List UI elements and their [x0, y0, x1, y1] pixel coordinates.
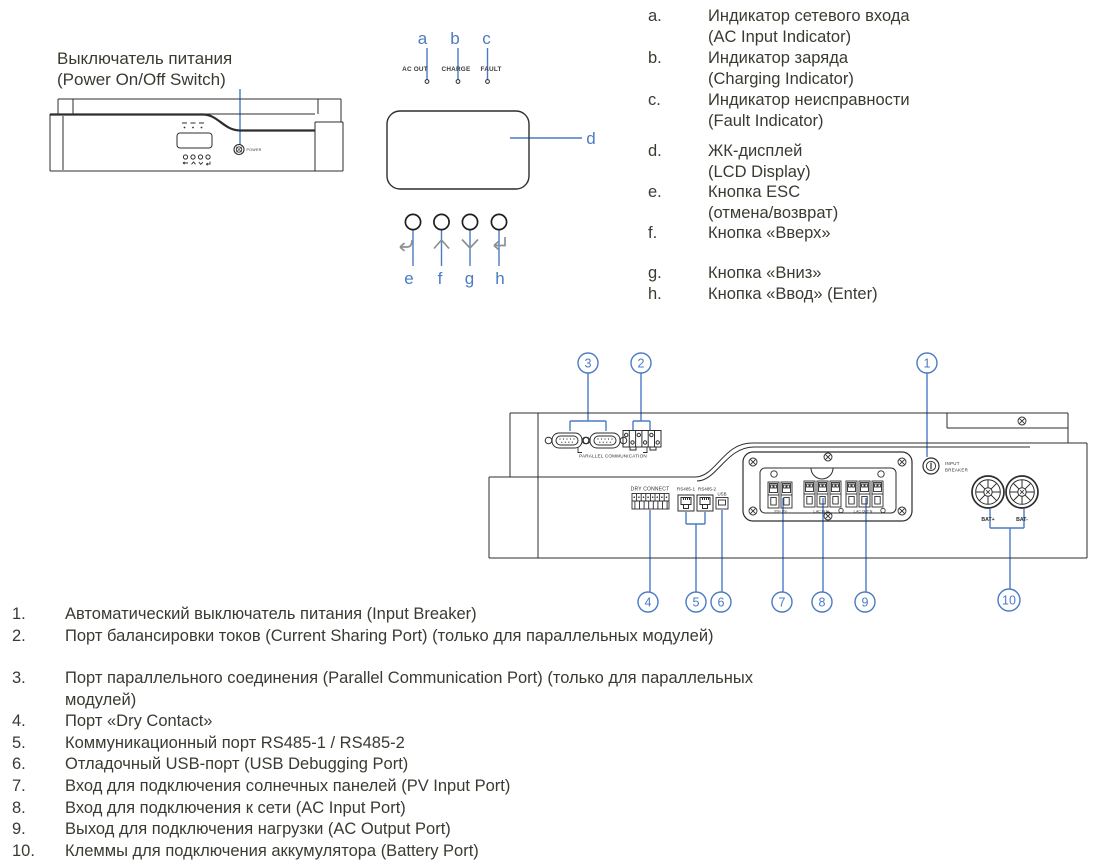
- down-button: [462, 214, 477, 229]
- ac-out-l-terminal: [846, 481, 857, 507]
- mini-button-2: [191, 155, 195, 159]
- ac-out-n-terminal: [859, 481, 870, 507]
- legend-text-b: [708, 48, 1098, 90]
- input-breaker-label-line1: INPUT: [945, 461, 960, 466]
- callout-num-3: 3: [584, 356, 592, 371]
- ac-out-g-terminal: [872, 481, 883, 507]
- callout-num-4: 4: [644, 595, 652, 610]
- lcd-display: [387, 111, 529, 189]
- ac-in-l-terminal: [804, 481, 815, 507]
- ac-in-terminal-labels: L AC IN N: [813, 509, 829, 514]
- dry-connect-label: DRY CONNECT: [630, 486, 670, 493]
- callout-letter-d: d: [586, 129, 596, 148]
- enter-button: [491, 214, 506, 229]
- callout-letter-h: h: [495, 269, 505, 288]
- legend-d-line1: ЖК-дисплей: [708, 142, 803, 160]
- front-panel-leds: [402, 66, 501, 83]
- legend-c-line2: (Fault Indicator): [708, 112, 824, 130]
- legend-num-2: 2.: [12, 627, 26, 645]
- callout-num-10: 10: [1002, 593, 1016, 608]
- callout-line-5: [686, 512, 705, 592]
- front-view-diagram: [30, 20, 640, 300]
- esc-button: [405, 214, 420, 229]
- parallel-communication-section: [545, 431, 661, 459]
- ac-in-g-terminal: [830, 481, 841, 507]
- pv-terminal-labels: PV+ PV-: [774, 509, 788, 514]
- legend-num-4: 4.: [12, 712, 26, 730]
- legend-d-line2: (LCD Display): [708, 163, 811, 181]
- legend-num-6: 6.: [12, 755, 26, 773]
- rs485-1-port: [678, 495, 694, 511]
- callout-letter-a: a: [417, 29, 428, 48]
- current-sharing-terminal-block: [623, 431, 661, 451]
- body-top-curve: [50, 115, 316, 131]
- battery-negative-terminal: [1006, 476, 1038, 508]
- led-charge-label: CHARGE: [441, 66, 471, 73]
- callout-letter-e: e: [404, 269, 414, 288]
- db9-connector-2: [583, 433, 627, 448]
- rs485-2-port: [697, 495, 713, 511]
- ac-out-terminal-labels: L AC OUT N: [853, 509, 873, 514]
- callout-num-7: 7: [778, 595, 786, 610]
- legend-key-a: a.: [648, 7, 662, 25]
- mini-lcd: [177, 133, 212, 148]
- power-button-label: POWER: [246, 148, 262, 153]
- legend-num-8: 8.: [12, 799, 26, 817]
- legend-g-line1: Кнопка «Вниз»: [708, 264, 822, 282]
- callout-num-8: 8: [818, 595, 826, 610]
- callout-num-5: 5: [692, 595, 700, 610]
- legend-key-d: d.: [648, 142, 662, 160]
- legend-e-line2: (отмена/возврат): [708, 204, 839, 222]
- callout-num-1: 1: [923, 356, 931, 371]
- rs485-1-label: RS485-1: [676, 486, 696, 492]
- callout-num-6: 6: [717, 595, 725, 610]
- up-button: [434, 214, 449, 229]
- legend-f-line1: Кнопка «Вверх»: [708, 224, 831, 242]
- callout-letter-g: g: [464, 269, 475, 288]
- legend-num-3: 3.: [12, 669, 26, 687]
- legend-num-10: 10.: [12, 842, 35, 860]
- rear-callout-bubbles: [578, 353, 1020, 612]
- legend-text-c: [708, 90, 1098, 132]
- rear-callout-lines: [570, 373, 1024, 592]
- legend-num-4-text: Порт «Dry Contact»: [65, 712, 213, 730]
- ac-out-led-icon: [425, 80, 429, 84]
- db9-connector-1: [545, 433, 589, 448]
- power-switch-label-line1: Выключатель питания: [57, 49, 233, 68]
- power-switch-label-line2: (Power On/Off Switch): [57, 70, 226, 89]
- top-back-strip: [58, 99, 341, 122]
- fault-led-icon: [486, 80, 490, 84]
- legend-b-line2: (Charging Indicator): [708, 70, 854, 88]
- callout-num-2: 2: [637, 356, 645, 371]
- legend-b-line1: Индикатор заряда: [708, 49, 848, 67]
- callout-num-9: 9: [861, 595, 869, 610]
- legend-key-e: e.: [648, 183, 662, 201]
- legend-num-6-text: Отладочный USB-порт (USB Debugging Port): [65, 755, 409, 773]
- panel-notch: [811, 468, 833, 479]
- legend-a-line1: Индикатор сетевого входа: [708, 7, 910, 25]
- legend-key-g: g.: [648, 264, 662, 282]
- mini-button-1: [183, 155, 187, 159]
- usb-label: USB: [717, 491, 727, 497]
- legend-text-d: [708, 141, 1098, 183]
- battery-positive-terminal: [972, 476, 1004, 508]
- input-breaker-label-line2: BREAKER: [945, 467, 969, 473]
- legend-num-2-text: Порт балансировки токов (Current Sharing Port) (только для параллельных модулей): [65, 627, 714, 645]
- legend-a-line2: (AC Input Indicator): [708, 28, 852, 46]
- legend-num-1: 1.: [12, 605, 26, 623]
- front-panel-buttons: [405, 214, 506, 229]
- mini-button-icons: [183, 162, 210, 166]
- bat-plus-label: BAT+: [981, 517, 995, 523]
- inverter-side-view: [50, 99, 343, 171]
- legend-key-f: f.: [648, 224, 658, 242]
- callout-line-3: [570, 373, 606, 431]
- legend-num-9-text: Выход для подключения нагрузки (AC Output Port): [65, 820, 451, 838]
- rs485-2-label: RS485-2: [697, 486, 717, 492]
- callout-letter-b: b: [450, 29, 460, 48]
- callout-letter-c: c: [482, 29, 491, 48]
- bat-minus-label: BAT-: [1016, 517, 1028, 523]
- battery-terminals: [972, 476, 1038, 523]
- power-button: [234, 145, 244, 155]
- legend-e-line1: Кнопка ESC: [708, 183, 801, 201]
- legend-text-h: [708, 284, 1098, 305]
- led-ac-out-label: AC OUT: [402, 66, 428, 73]
- legend-num-7: 7.: [12, 777, 26, 795]
- mini-button-4: [206, 155, 210, 159]
- legend-text-f: [708, 223, 1098, 244]
- usb-port: [716, 498, 728, 510]
- ground-icon-ac-out: [881, 508, 885, 512]
- legend-num-10-text: Клеммы для подключения аккумулятора (Battery Port): [65, 842, 479, 860]
- legend-num-7-text: Вход для подключения солнечных панелей (PV Input Port): [65, 777, 511, 795]
- body-outline: [50, 114, 343, 171]
- charge-led-icon: [456, 80, 460, 84]
- mini-button-3: [198, 155, 202, 159]
- legend-text-e: [708, 182, 1098, 224]
- button-icons: [400, 237, 505, 251]
- led-fault-label: FAULT: [480, 66, 502, 73]
- back-bar-screw: [1018, 417, 1026, 425]
- legend-num-1-text: Автоматический выключатель питания (Input Breaker): [65, 605, 477, 623]
- legend-text-g: [708, 263, 1098, 284]
- legend-h-line1: Кнопка «Ввод» (Enter): [708, 285, 878, 303]
- legend-num-9: 9.: [12, 820, 26, 838]
- legend-num-5-text: Коммуникационный порт RS485-1 / RS485-2: [65, 734, 405, 752]
- parallel-communication-label: PARALLEL COMMUNICATION: [579, 453, 647, 459]
- pv-plus-terminal: [768, 482, 779, 508]
- rear-chassis: [489, 413, 1087, 558]
- dry-contact-port: [632, 494, 669, 510]
- front-callout-lines: [240, 48, 582, 266]
- legend-num-5: 5.: [12, 734, 26, 752]
- callout-letter-f: f: [437, 269, 443, 288]
- legend-c-line1: Индикатор неисправности: [708, 91, 910, 109]
- input-breaker: [923, 458, 968, 474]
- rear-view-diagram: [480, 350, 1095, 616]
- legend-text-a: [708, 6, 1098, 48]
- comm-ports-section: [631, 487, 728, 512]
- legend-key-b: b.: [648, 49, 662, 67]
- callout-line-2: [633, 373, 650, 430]
- rear-back-bar: [947, 413, 1068, 443]
- legend-key-c: c.: [648, 91, 661, 109]
- mini-led-dots: [184, 127, 203, 129]
- legend-key-h: h.: [648, 285, 662, 303]
- legend-num-8-text: Вход для подключения к сети (AC Input Port): [65, 799, 406, 817]
- wiring-panel: [743, 452, 912, 521]
- legend-num-3-text: Порт параллельного соединения (Parallel Communication Port) (только для параллельных модулей): [65, 669, 753, 709]
- rear-step-curve: [695, 443, 1087, 477]
- ground-icon-ac-in: [839, 508, 843, 512]
